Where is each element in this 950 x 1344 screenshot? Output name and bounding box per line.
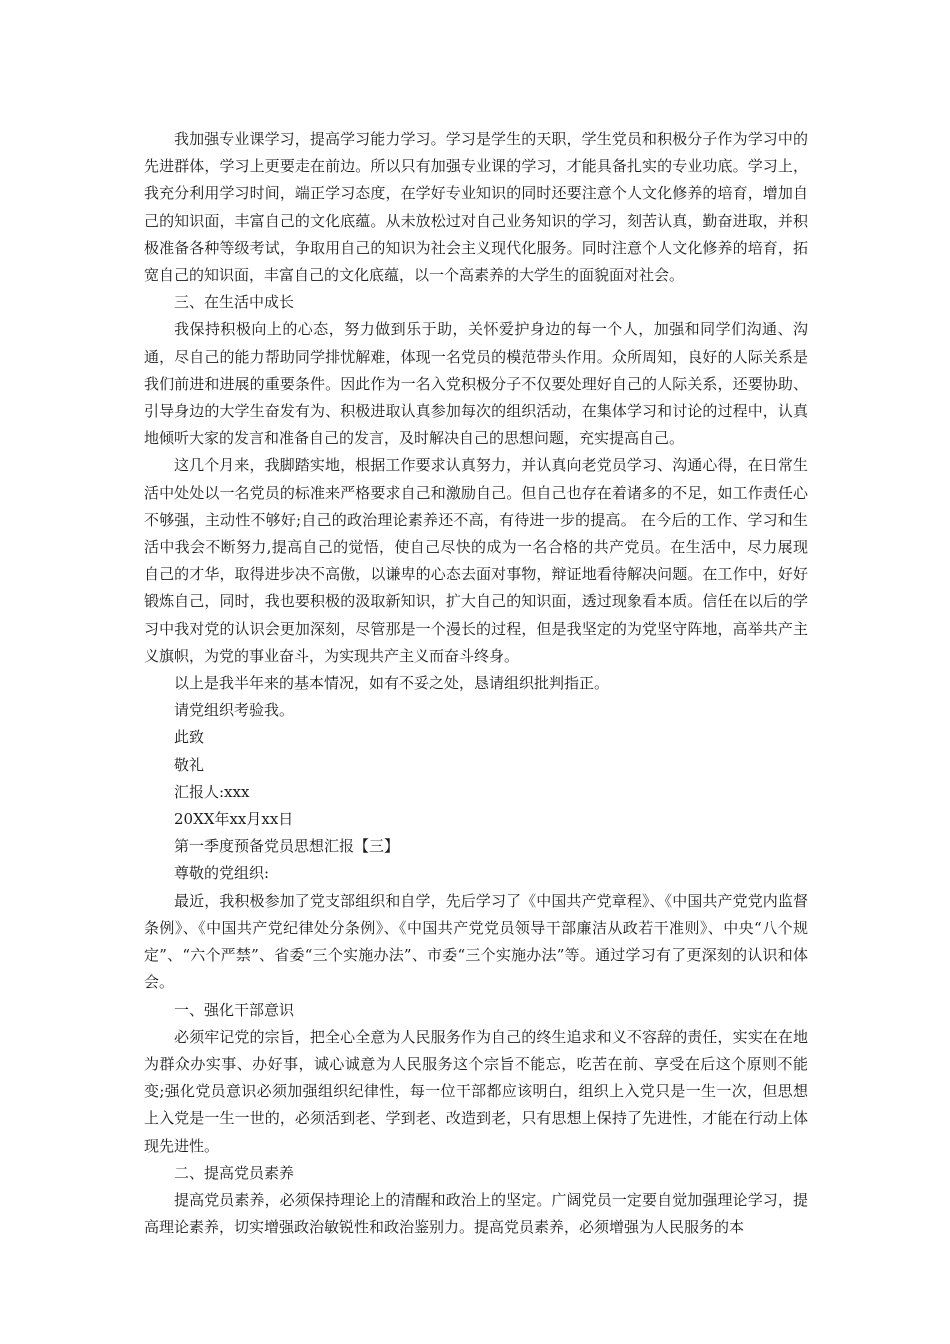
salutation: 尊敬的党组织:	[174, 864, 270, 883]
date-line: 20XX年xx月xx日	[174, 810, 294, 829]
paragraph-quality: 提高党员素养，必须保持理论上的清醒和政治上的坚定。广阔党员一定要自觉加强理论学习，提高理论素养，切实增强政治敏锐性和政治鉴别力。提高党员素养，必须增强为人民服务的本	[144, 1190, 808, 1237]
closing-cizhi: 此致	[174, 728, 205, 747]
paragraph-summary: 以上是我半年来的基本情况，如有不妥之处，恳请组织批判指正。	[174, 674, 610, 693]
heading-grow-in-life: 三、在生活中成长	[174, 293, 295, 312]
paragraph-recent-study: 最近，我积极参加了党支部组织和自学，先后学习了《中国共产党章程》、《中国共产党党内监督条例》、《中国共产党纪律处分条例》、《中国共产党党员领导干部廉洁从政若干准则》、中央“八个规定”、“六个严禁”、省委“三个实施办法”、市委“三个实施办法”等。通过学习有了更深刻的认识和体会。	[144, 891, 808, 992]
closing-test-me: 请党组织考验我。	[174, 701, 295, 720]
closing-jingli: 敬礼	[174, 755, 205, 774]
paragraph-months-review: 这几个月来，我脚踏实地，根据工作要求认真努力，并认真向老党员学习、沟通心得，在日常生活中处处以一名党员的标准来严格要求自己和激励自己。但自己也存在着诸多的不足，如工作责任心不够强，主动性不够好;自己的政治理论素养还不高，有待进一步的提高。 在今后的工作、学习和生活中我会不断努力,提高自己的觉悟，使自己尽快的成为一名合格的共产党员。在生活中，尽力展现自己的才华，取得进步决不高傲，以谦卑的心态去面对事物，辩证地看待解决问题。在工作中，好好锻炼自己，同时，我也要积极的汲取新知识，扩大自己的知识面，透过现象看本质。信任在以后的学习中我对党的认识会更加深刻，尽管那是一个漫长的过程，但是我坚定的为党坚守阵地，高举共产主义旗帜，为党的事业奋斗，为实现共产主义而奋斗终身。	[144, 456, 808, 665]
reporter-line: 汇报人:xxx	[174, 782, 250, 801]
heading-party-quality: 二、提高党员素养	[174, 1163, 295, 1182]
document-body	[144, 126, 808, 1241]
report-three-title: 第一季度预备党员思想汇报【三】	[174, 837, 400, 856]
paragraph-purpose: 必须牢记党的宗旨，把全心全意为人民服务作为自己的终生追求和义不容辞的责任，实实在在地为群众办实事、办好事，诚心诚意为人民服务这个宗旨不能忘，吃苦在前、享受在后这个原则不能变;强化党员意识必须加强组织纪律性，每一位干部都应该明白，组织上入党只是一生一次，但思想上入党是一生一世的，必须活到老、学到老、改造到老，只有思想上保持了先进性，才能在行动上体现先进性。	[144, 1027, 808, 1155]
paragraph-study: 我加强专业课学习，提高学习能力学习。学习是学生的天职，学生党员和积极分子作为学习中的先进群体，学习上更要走在前边。所以只有加强专业课的学习，才能具备扎实的专业功底。学习上，我充分利用学习时间，端正学习态度，在学好专业知识的同时还要注意个人文化修养的培育，增加自己的知识面，丰富自己的文化底蕴。从未放松过对自己业务知识的学习，刻苦认真，勤奋进取，并积极准备各种等级考试，争取用自己的知识为社会主义现代化服务。同时注意个人文化修养的培育，拓宽自己的知识面，丰富自己的文化底蕴，以一个高素养的大学生的面貌面对社会。	[144, 130, 808, 285]
heading-cadre-awareness: 一、强化干部意识	[174, 1000, 295, 1019]
paragraph-attitude: 我保持积极向上的心态，努力做到乐于助，关怀爱护身边的每一个人，加强和同学们沟通、沟通，尽自己的能力帮助同学排忧解难，体现一名党员的模范带头作用。众所周知，良好的人际关系是我们前进和进展的重要条件。因此作为一名入党积极分子不仅要处理好自己的人际关系，还要协助、引导身边的大学生奋发有为、积极进取认真参加每次的组织活动，在集体学习和讨论的过程中，认真地倾听大家的发言和准备自己的发言，及时解决自己的思想问题，充实提高自己。	[144, 320, 808, 448]
